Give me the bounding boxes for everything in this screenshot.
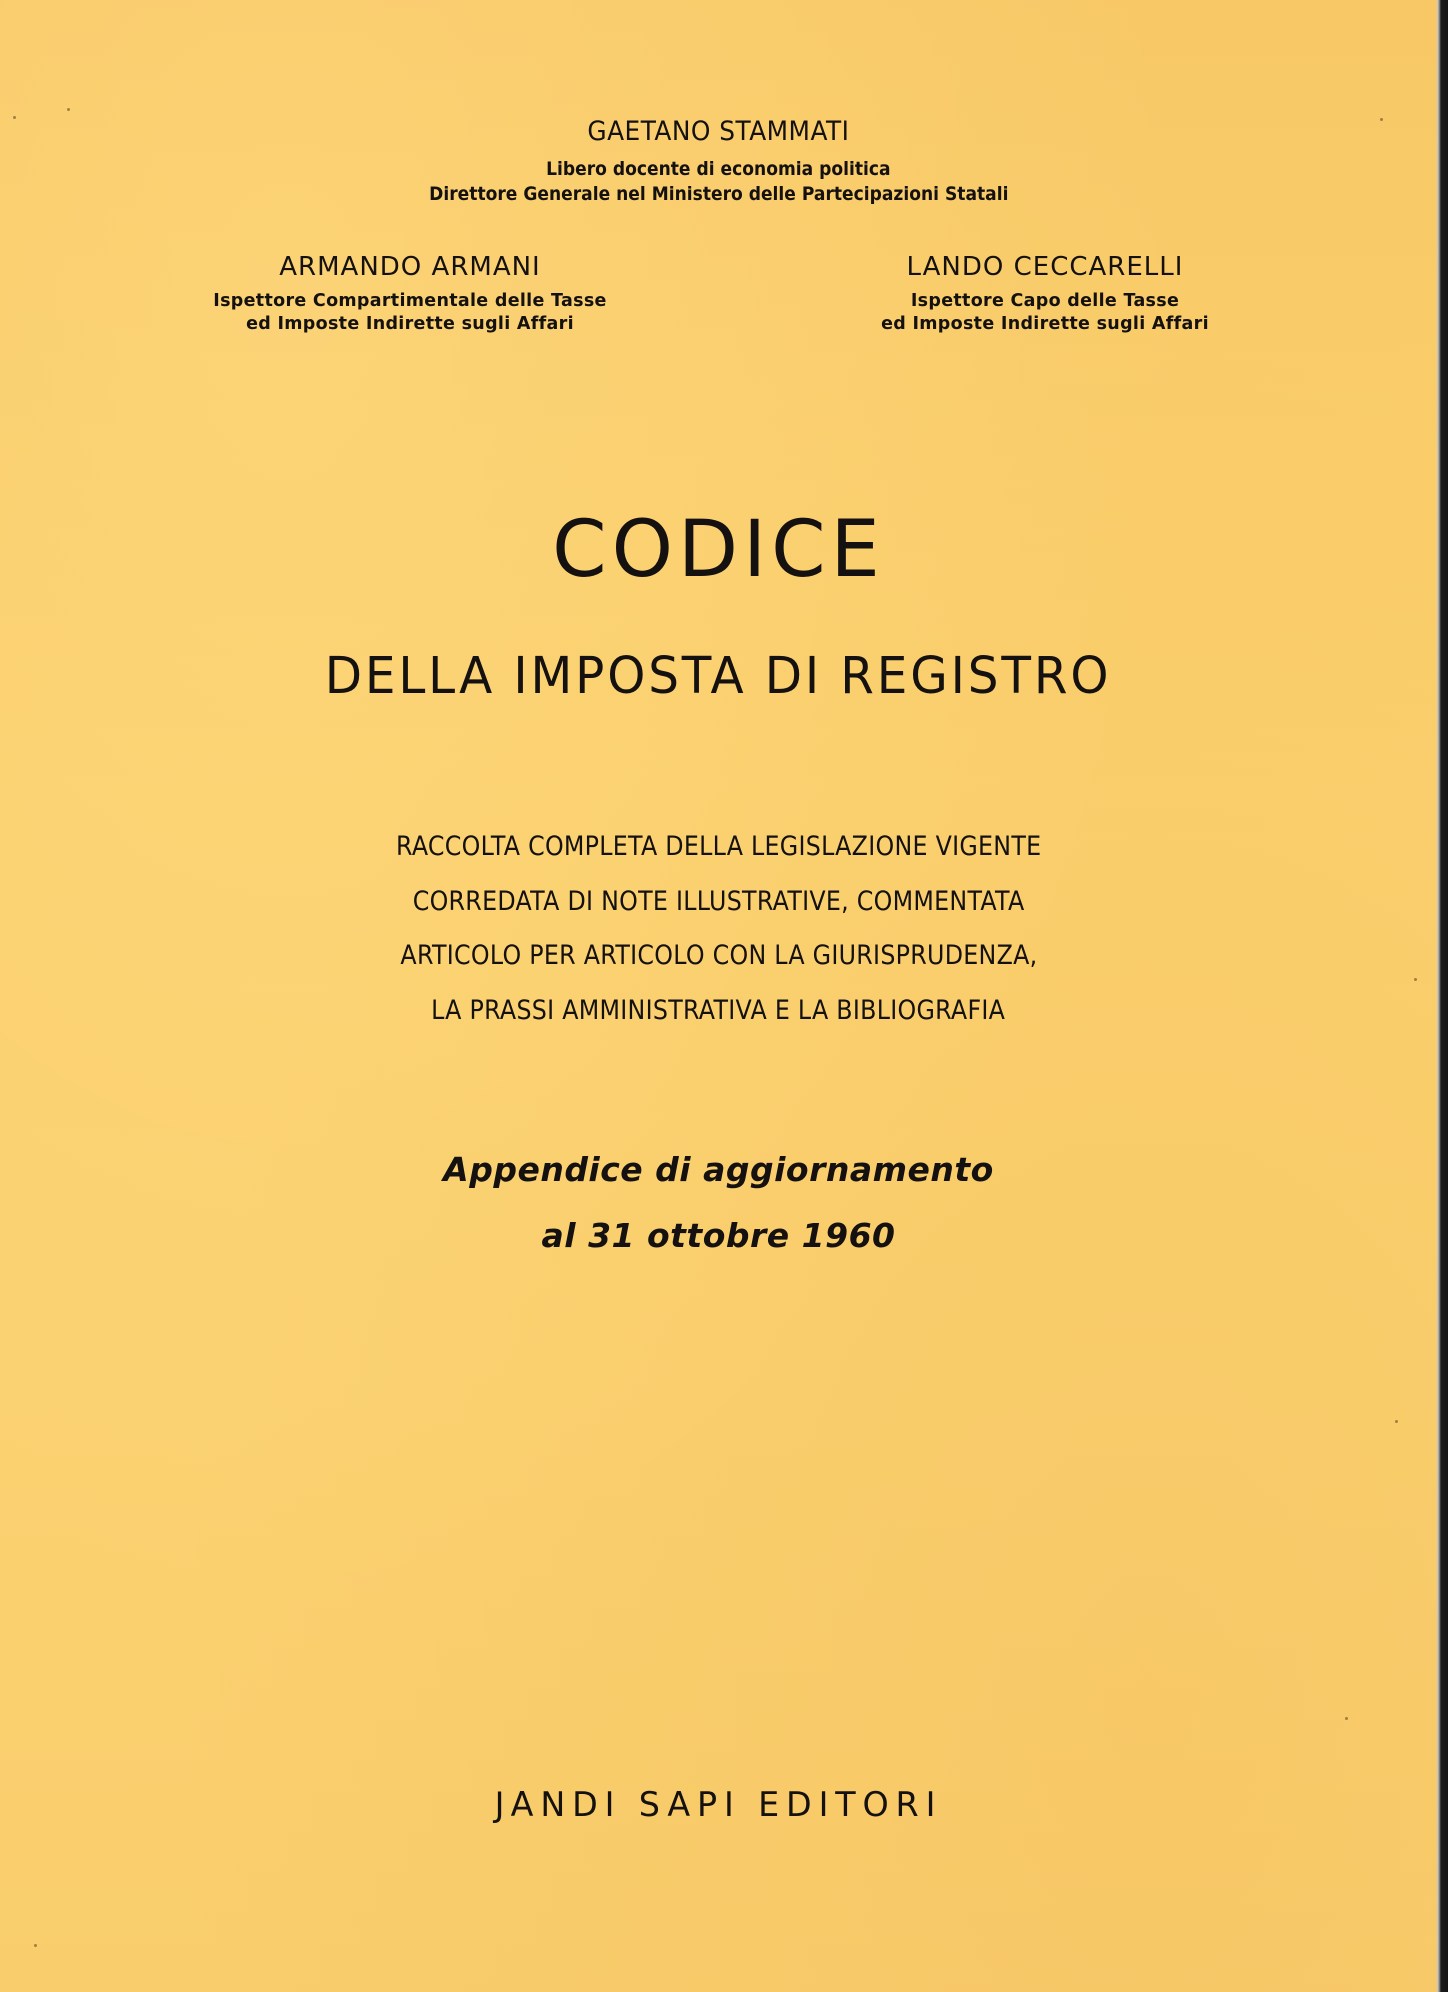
description-line: RACCOLTA COMPLETA DELLA LEGISLAZIONE VIGENTE xyxy=(395,831,1042,862)
right-author-name: LANDO CECCARELLI xyxy=(906,252,1184,282)
main-author xyxy=(0,116,1437,207)
publisher xyxy=(0,1785,1437,1825)
title-subtitle: DELLA IMPOSTA DI REGISTRO xyxy=(325,647,1112,706)
book-title xyxy=(0,505,1437,707)
appendix-date: al 31 ottobre 1960 xyxy=(541,1216,896,1255)
title-main: CODICE xyxy=(552,505,885,595)
main-author-role: Direttore Generale nel Ministero delle Partecipazioni Statali xyxy=(428,183,1009,205)
right-author-role: Ispettore Capo delle Tasse xyxy=(910,291,1180,311)
description-line: ARTICOLO PER ARTICOLO CON LA GIURISPRUDENZA, xyxy=(399,940,1038,971)
right-author xyxy=(820,252,1270,336)
left-author xyxy=(150,252,670,336)
appendix-note xyxy=(0,1137,1437,1269)
book-description xyxy=(0,820,1437,1038)
description-line: CORREDATA DI NOTE ILLUSTRATIVE, COMMENTATA xyxy=(412,885,1025,917)
description-line: LA PRASSI AMMINISTRATIVA E LA BIBLIOGRAFIA xyxy=(431,994,1006,1026)
right-author-role: ed Imposte Indirette sugli Affari xyxy=(881,314,1209,334)
publisher-name: JANDI SAPI EDITORI xyxy=(494,1785,943,1825)
main-author-role: Libero docente di economia politica xyxy=(546,158,891,180)
scan-edge xyxy=(1437,0,1448,1992)
left-author-role: ed Imposte Indirette sugli Affari xyxy=(246,314,574,334)
appendix-line: Appendice di aggiornamento xyxy=(443,1150,994,1189)
left-author-name: ARMANDO ARMANI xyxy=(279,252,541,282)
main-author-name: GAETANO STAMMATI xyxy=(587,116,850,147)
left-author-role: Ispettore Compartimentale delle Tasse xyxy=(213,291,607,311)
